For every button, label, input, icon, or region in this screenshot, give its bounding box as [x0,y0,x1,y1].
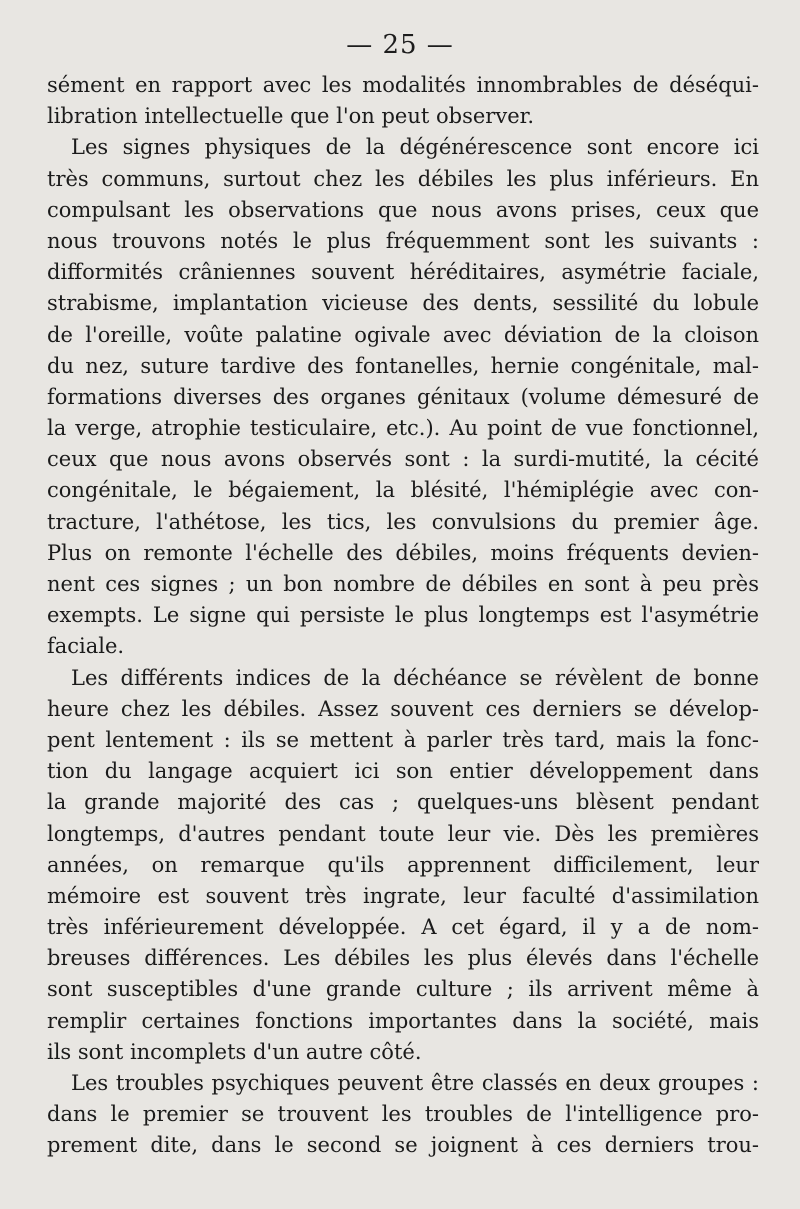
text-line: ils sont incomplets d'un autre côté. [47,1039,422,1064]
text-line: breuses différences. Les débiles les plus élevés dans l'échelle [47,946,759,971]
text-line: heure chez les débiles. Assez souvent ces derniers se dévelop- [47,696,759,721]
paragraph [47,70,759,132]
paragraph [47,663,759,1068]
text-line: difformités crâniennes souvent héréditaires, asymétrie faciale, [47,260,759,285]
paragraph [47,132,759,662]
text-line: strabisme, implantation vicieuse des dents, sessilité du lobule [47,291,759,316]
text-line: nent ces signes ; un bon nombre de débiles en sont à peu près [47,572,759,596]
text-line: Les troubles psychiques peuvent être classés en deux groupes : [71,1071,759,1095]
text-line: Les signes physiques de la dégénérescence sont encore ici [71,135,759,160]
text-line: très communs, surtout chez les débiles les plus inférieurs. En [47,166,759,191]
text-line: faciale. [47,634,125,659]
text-line: Plus on remonte l'échelle des débiles, moins fréquents devien- [47,540,759,565]
text-line: longtemps, d'autres pendant toute leur vie. Dès les premières [47,821,759,846]
text-line: tion du langage acquiert ici son entier développement dans [47,759,759,784]
text-line: tracture, l'athétose, les tics, les convulsions du premier âge. [47,509,759,534]
text-line: congénitale, le bégaiement, la blésité, l'hémiplégie avec con- [47,478,759,503]
text-line: libration intellectuelle que l'on peut observer. [47,104,535,129]
text-line: compulsant les observations que nous avons prises, ceux que [47,197,759,222]
text-line: nous trouvons notés le plus fréquemment sont les suivants : [47,228,759,253]
text-line: la verge, atrophie testiculaire, etc.). Au point de vue fonctionnel, [47,416,759,441]
text-line: prement dite, dans le second se joignent à ces derniers trou- [47,1133,759,1158]
text-line: ceux que nous avons observés sont : la surdi-mutité, la cécité [47,447,759,472]
text-line: mémoire est souvent très ingrate, leur faculté d'assimilation [47,883,759,908]
text-line: formations diverses des organes génitaux (volume démesuré de [47,384,759,409]
page-number: — 25 — [346,30,454,60]
text-line: du nez, suture tardive des fontanelles, hernie congénitale, mal- [47,353,759,378]
text-line: très inférieurement développée. A cet égard, il y a de nom- [47,915,759,940]
text-line: sément en rapport avec les modalités innombrables de déséqui- [47,73,759,97]
text-line: Les différents indices de la déchéance se révèlent de bonne [71,665,759,690]
text-line: années, on remarque qu'ils apprennent difficilement, leur [47,852,759,877]
text-line: exempts. Le signe qui persiste le plus longtemps est l'asymétrie [47,603,759,628]
text-line: la grande majorité des cas ; quelques-uns blèsent pendant [47,790,759,815]
text-line: pent lentement : ils se mettent à parler très tard, mais la fonc- [47,727,759,752]
text-line: sont susceptibles d'une grande culture ; ils arrivent même à [47,977,759,1002]
body-text [47,70,759,1162]
text-line: de l'oreille, voûte palatine ogivale avec déviation de la cloison [47,322,759,347]
text-line: remplir certaines fonctions importantes dans la société, mais [47,1008,759,1033]
paragraph [47,1068,759,1162]
text-line: dans le premier se trouvent les troubles de l'intelligence pro- [47,1102,759,1127]
